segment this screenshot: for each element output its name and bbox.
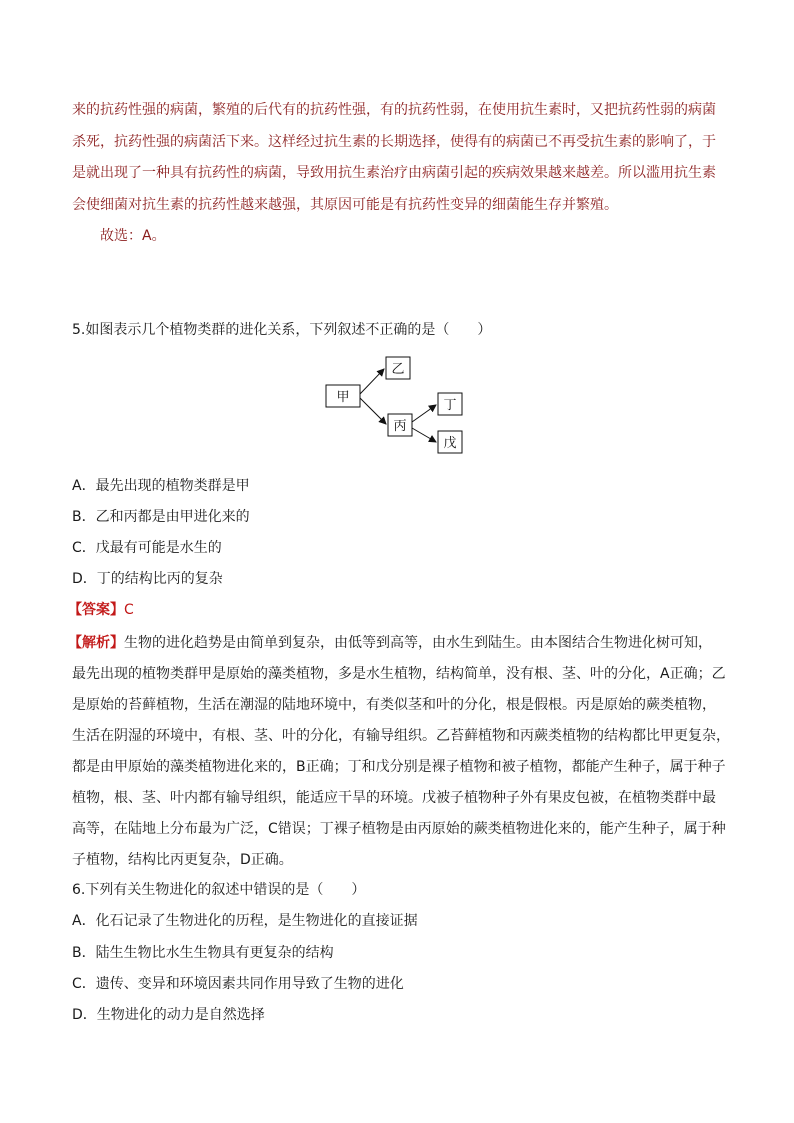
q6-option-b: B．陆生生物比水生生物具有更复杂的结构 xyxy=(72,945,334,961)
analysis-text: 生物的进化趋势是由简单到复杂，由低等到高等，由水生到陆生。由本图结合生物进化树可知， xyxy=(124,635,712,651)
explanation-line: 来的抗药性强的病菌，繁殖的后代有的抗药性强，有的抗药性弱，在使用抗生素时，又把抗药性弱的病菌 xyxy=(72,102,716,118)
analysis-label: 【解析】 xyxy=(68,635,124,651)
node-ding-label: 丁 xyxy=(443,398,457,413)
analysis-line: 植物，根、茎、叶内都有输导组织，能适应干旱的环境。戊被子植物种子外有果皮包被，在植物类群中最 xyxy=(72,790,716,806)
node-jia-label: 甲 xyxy=(336,390,350,405)
arrow-bing-ding xyxy=(412,405,436,422)
conclusion-line: 故选：A。 xyxy=(100,228,166,244)
analysis-line: 最先出现的植物类群甲是原始的藻类植物，多是水生植物，结构简单，没有根、茎、叶的分化，A正确；乙 xyxy=(72,666,726,682)
q6-option-c: C．遗传、变异和环境因素共同作用导致了生物的进化 xyxy=(72,976,404,992)
q5-answer xyxy=(68,600,134,620)
evolution-diagram xyxy=(320,352,470,458)
previous-explanation xyxy=(72,95,722,253)
arrow-jia-bing xyxy=(360,398,386,424)
arrow-jia-yi xyxy=(360,369,384,394)
node-yi-label: 乙 xyxy=(391,362,405,377)
explanation-line: 会使细菌对抗生素的抗药性越来越强，其原因可能是有抗药性变异的细菌能生存并繁殖。 xyxy=(72,196,618,213)
node-wu-label: 戊 xyxy=(443,436,457,451)
arrow-bing-wu xyxy=(412,428,436,442)
q6-option-a: A．化石记录了生物进化的历程，是生物进化的直接证据 xyxy=(72,913,418,929)
q5-option-d: D．丁的结构比丙的复杂 xyxy=(72,571,223,587)
analysis-line: 高等，在陆地上分布最为广泛，C错误；丁裸子植物是由丙原始的蕨类植物进化来的，能产生种子，属于种 xyxy=(72,821,726,837)
analysis-line: 是原始的苔藓植物，生活在潮湿的陆地环境中，有类似茎和叶的分化，根是假根。丙是原始的蕨类植物， xyxy=(72,697,716,713)
question-6-stem: 6.下列有关生物进化的叙述中错误的是（ ） xyxy=(72,882,366,898)
analysis-line: 生活在阴湿的环境中，有根、茎、叶的分化，有输导组织。乙苔藓植物和丙蕨类植物的结构都比甲更复杂， xyxy=(72,728,730,744)
node-bing-label: 丙 xyxy=(393,419,407,434)
answer-value: C xyxy=(124,602,134,618)
q6-option-d: D．生物进化的动力是自然选择 xyxy=(72,1007,265,1023)
evolution-tree-svg xyxy=(320,352,470,458)
question-5-stem: 5.如图表示几个植物类群的进化关系，下列叙述不正确的是（ ） xyxy=(72,322,492,338)
explanation-line: 是就出现了一种具有抗药性的病菌，导致用抗生素治疗由病菌引起的疾病效果越来越差。所以滥用抗生素 xyxy=(72,165,716,181)
explanation-line: 杀死，抗药性强的病菌活下来。这样经过抗生素的长期选择，使得有的病菌已不再受抗生素的影响了，于 xyxy=(72,133,716,150)
analysis-first-line xyxy=(68,628,728,659)
answer-label: 【答案】 xyxy=(68,602,124,618)
q5-option-a: A．最先出现的植物类群是甲 xyxy=(72,478,250,494)
analysis-line: 子植物，结构比丙更复杂，D正确。 xyxy=(72,852,293,868)
q5-option-c: C．戊最有可能是水生的 xyxy=(72,540,222,556)
analysis-line: 都是由甲原始的藻类植物进化来的，B正确；丁和戊分别是裸子植物和被子植物，都能产生种子，属于种子 xyxy=(72,759,726,775)
q5-analysis xyxy=(68,628,728,876)
q5-option-b: B．乙和丙都是由甲进化来的 xyxy=(72,509,250,525)
